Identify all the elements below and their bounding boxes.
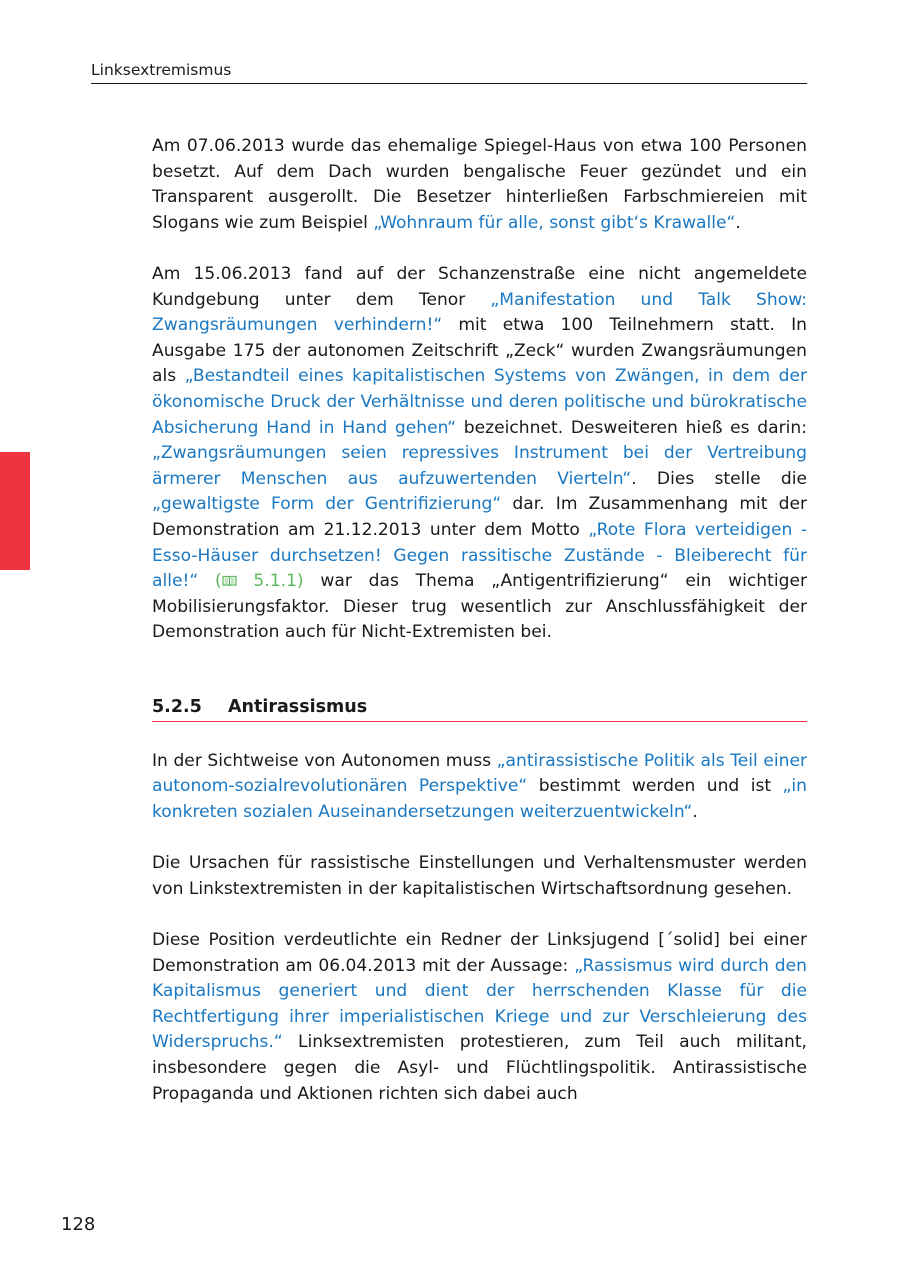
- cross-reference-link[interactable]: ( 5.1.1): [198, 571, 303, 591]
- section-number: 5.2.5: [152, 696, 202, 717]
- page-body: [152, 134, 807, 1133]
- quote: „Wohnraum für alle, sonst gibt‘s Krawalle“: [373, 212, 736, 233]
- running-header-title: Linksextremismus: [91, 61, 232, 79]
- paragraph-position-redner: Diese Position verdeutlichte ein Redner der Linksjugend [´solid] bei einer Demonstration am 06.04.2013 mit der Aussage: „Rassismus wird durch den Kapitalismus generiert und dient der herrschenden Klasse für die Rechtfertigung ihrer imperialistischen Kriege und zur Verschleierung des Widerspruchs.“ Linksextremisten protestieren, zum Teil auch militant, insbesondere gegen die Asyl- und Flüchtlingspolitik. Antirassistische Propaganda und Aktionen richten sich dabei auch: [152, 930, 807, 1104]
- quote: „Rote Flora verteidigen - Esso-Häuser durchsetzen! Gegen rassitische Zustände - Bleiberecht für alle!“: [152, 519, 807, 592]
- quote: „Zwangsräumungen seien repressives Instrument bei der Vertreibung ärmerer Menschen aus aufzuwertenden Vierteln“: [152, 443, 807, 489]
- chapter-side-tab: [0, 452, 30, 570]
- running-header: [91, 60, 807, 84]
- paragraph-schanzenstrasse: Am 15.06.2013 fand auf der Schanzenstraße eine nicht angemeldete Kundgebung unter dem Tenor „Manifestation und Talk Show: Zwangsräumungen verhindern!“ mit etwa 100 Teilnehmern statt. In Ausgabe 175 der autonomen Zeitschrift „Zeck“ wurden Zwangsräumungen als „Bestandteil eines kapitalistischen Systems von Zwängen, in dem der ökonomische Druck der Verhältnisse und deren politische und bürokratische Absicherung Hand in Hand gehen“ bezeichnet. Desweiteren hieß es darin: „Zwangsräumungen seien repressives Instrument bei der Vertreibung ärmerer Menschen aus aufzuwertenden Vierteln“. Dies stelle die „gewaltigste Form der Gentrifizierung“ dar. Im Zusammenhang mit der Demonstration am 21.12.2013 unter dem Motto „Rote Flora verteidigen - Esso-Häuser durchsetzen! Gegen rassitische Zustände - Bleiberecht für alle!“ ( 5.1.1) war das Thema „Antigentrifizierung“ ein wichtiger Mobilisierungsfaktor. Dieser trug wesentlich zur Anschlussfähigkeit der Demonstration auch für Nicht-Extremisten bei.: [152, 263, 808, 643]
- page-number: 128: [61, 1214, 96, 1235]
- quote: „Rassismus wird durch den Kapitalismus generiert und dient der herrschenden Klasse für die Rechtfertigung ihrer imperialistischen Kriege und zur Verschleierung des Widerspruchs.“: [152, 955, 807, 1053]
- quote: „Manifestation und Talk Show: Zwangsräumungen verhindern!“: [152, 289, 807, 336]
- section-title: Antirassismus: [228, 696, 368, 717]
- quote: „Bestandteil eines kapitalistischen Systems von Zwängen, in dem der ökonomische Druck der Verhältnisse und deren politische und bürokratische Absicherung Hand in Hand gehen“: [152, 366, 807, 438]
- paragraph-autonome-sichtweise: In der Sichtweise von Autonomen muss „antirassistische Politik als Teil einer autonom-sozialrevolutionären Perspektive“ bestimmt werden und ist „in konkreten sozialen Auseinandersetzungen weiterzuentwickeln“.: [152, 750, 807, 823]
- paragraph-ursachen: Die Ursachen für rassistische Einstellungen und Verhaltensmuster werden von Linkstextremisten in der kapitalistischen Wirtschaftsordnung gesehen.: [152, 853, 807, 899]
- quote: „in konkreten sozialen Auseinandersetzungen weiterzuentwickeln“: [152, 776, 807, 823]
- quote: „gewaltigste Form der Gentrifizierung“: [152, 494, 502, 515]
- section-heading: [152, 695, 807, 722]
- book-icon: [222, 569, 237, 595]
- quote: „antirassistische Politik als Teil einer autonom-sozialrevolutionären Perspektive“: [152, 750, 807, 797]
- paragraph-spiegel-haus: Am 07.06.2013 wurde das ehemalige Spiegel-Haus von etwa 100 Personen besetzt. Auf dem Dach wurden bengalische Feuer gezündet und ein Transparent ausgerollt. Die Besetzer hinterließen Farbschmiereien mit Slogans wie zum Beispiel „Wohnraum für alle, sonst gibt‘s Krawalle“.: [152, 136, 807, 233]
